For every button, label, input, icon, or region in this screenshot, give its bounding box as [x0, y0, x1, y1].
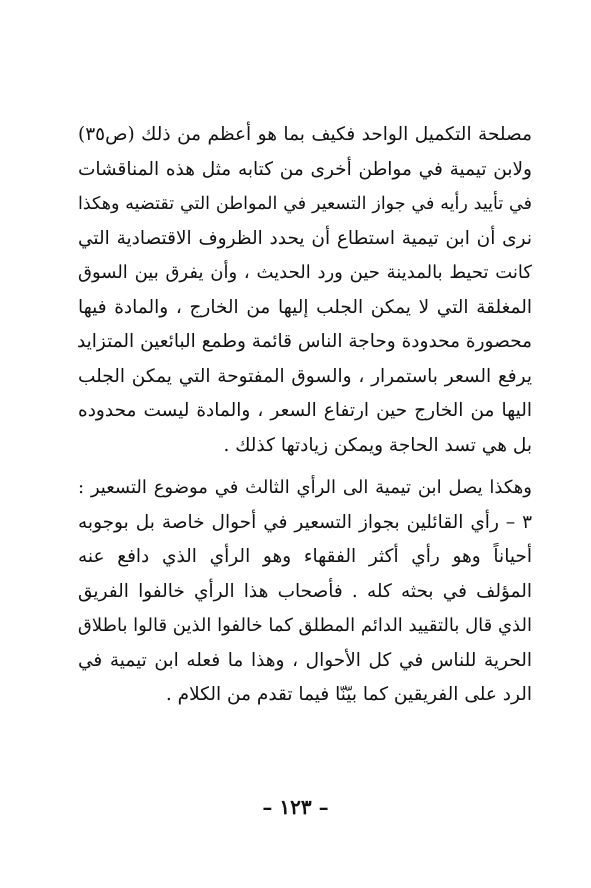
- text-line: الرد على الفريقين كما بيّنّا فيما تقدم من الكلام .: [165, 684, 532, 705]
- body-text: [78, 118, 532, 713]
- text-line: كانت تحيط بالمدينة حين ورد الحديث ، وأن يفرق بين السوق: [78, 262, 532, 283]
- paragraph-3: [78, 506, 532, 713]
- paragraph-gap: [78, 463, 532, 471]
- text-line: مصلحة التكميل الواحد فكيف بما هو أعظم من ذلك (ص٣٥): [78, 124, 532, 145]
- text-line: ٣ – رأي القائلين بجواز التسعير في أحوال خاصة بل بوجوبه: [78, 511, 532, 533]
- text-line: اليها من الخارج حين ارتفاع السعر ، والمادة ليست محدوده: [78, 400, 532, 421]
- text-line: الذي قال بالتقييد الدائم المطلق كما خالفوا الذين قالوا باطلاق: [77, 615, 532, 636]
- text-line: المؤلف في بحثه كله . فأصحاب هذا الرأي خالفوا الفريق: [78, 580, 532, 602]
- text-line: محصورة محدودة وحاجة الناس قائمة وطمع البائعين المتزايد: [76, 331, 532, 352]
- text-line: يرفع السعر باستمرار ، والسوق المفتوحة التي يمكن الجلب: [78, 365, 532, 387]
- paragraph-2: [78, 471, 532, 506]
- page-number: – ١٢٣ –: [262, 795, 329, 819]
- text-line: أحياناً وهو رأي أكثر الفقهاء وهو الرأي الذي دافع عنه: [78, 546, 532, 567]
- text-line: بل هي تسد الحاجة ويمكن زيادتها كذلك .: [223, 434, 532, 456]
- paragraph-1: [78, 118, 532, 463]
- text-line: ولابن تيمية في مواطن أخرى من كتابه مثل هذه المناقشات: [78, 158, 532, 180]
- text-line: في تأييد رأيه في جواز التسعير في المواطن التي تقتضيه وهكذا: [78, 194, 532, 214]
- text-line: نرى أن ابن تيمية استطاع أن يحدد الظروف الاقتصادية التي: [78, 227, 532, 249]
- text-line: وهكذا يصل ابن تيمية الى الرأي الثالث في موضوع التسعير :: [78, 477, 532, 498]
- text-line: الحرية للناس في كل الأحوال ، وهذا ما فعله ابن تيمية في: [78, 649, 532, 671]
- text-line: المغلقة التي لا يمكن الجلب إليها من الخارج ، والمادة فيها: [78, 296, 532, 318]
